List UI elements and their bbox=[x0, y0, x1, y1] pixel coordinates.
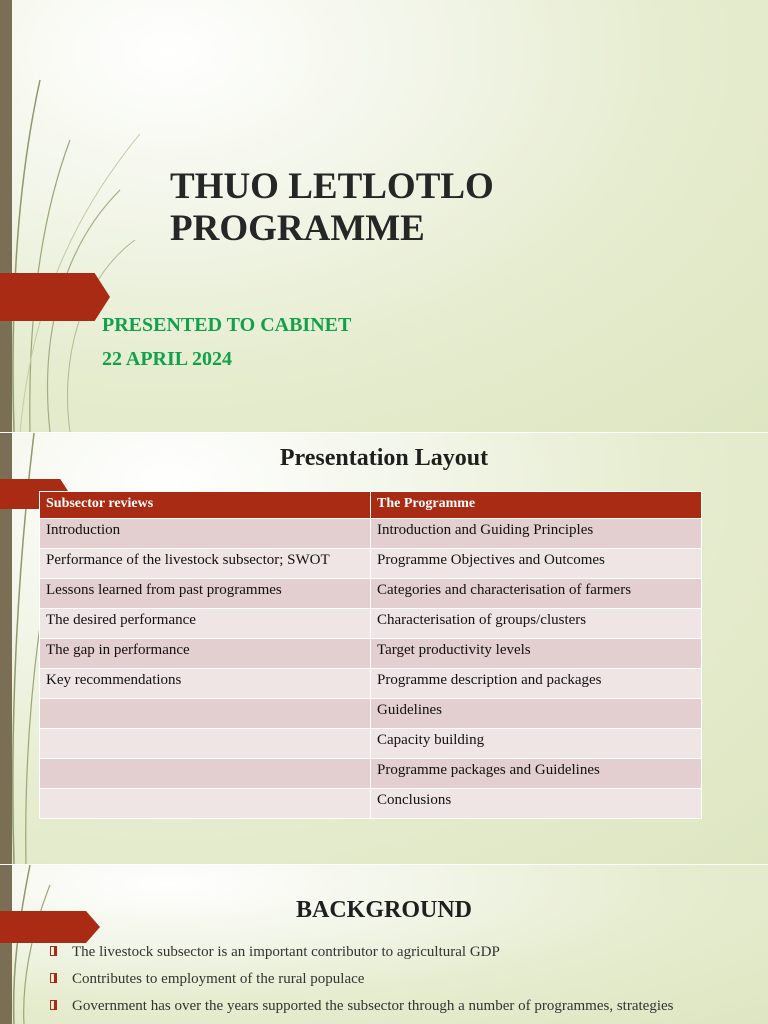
list-item bbox=[48, 997, 738, 1015]
table-cell: The gap in performance bbox=[40, 639, 371, 669]
bullet-text: The livestock subsector is an important contributor to agricultural GDP bbox=[72, 944, 500, 960]
table-row bbox=[40, 759, 702, 789]
slide-heading: BACKGROUND bbox=[295, 897, 472, 923]
table-row bbox=[40, 549, 702, 579]
layout-table bbox=[39, 491, 702, 819]
table-row bbox=[40, 699, 702, 729]
table-cell bbox=[40, 729, 371, 759]
accent-arrow-tab bbox=[0, 273, 110, 321]
table-row bbox=[40, 579, 702, 609]
presentation-date: 22 APRIL 2024 bbox=[102, 348, 233, 370]
table-cell: Programme packages and Guidelines bbox=[371, 759, 702, 789]
bullet-list bbox=[48, 943, 738, 1024]
table-cell: Characterisation of groups/clusters bbox=[371, 609, 702, 639]
table-row bbox=[40, 609, 702, 639]
table-cell: Capacity building bbox=[371, 729, 702, 759]
list-item bbox=[48, 970, 738, 988]
layout-slide bbox=[0, 433, 768, 864]
table-row bbox=[40, 729, 702, 759]
slide-title: THUO LETLOTLO PROGRAMME bbox=[170, 166, 494, 249]
table-row bbox=[40, 669, 702, 699]
table-row bbox=[40, 789, 702, 819]
table-cell: Programme description and packages bbox=[371, 669, 702, 699]
table-cell bbox=[40, 789, 371, 819]
table-cell: Introduction bbox=[40, 519, 371, 549]
slide-side-bar bbox=[0, 865, 12, 1024]
table-cell: Key recommendations bbox=[40, 669, 371, 699]
table-row bbox=[40, 639, 702, 669]
table-cell: Guidelines bbox=[371, 699, 702, 729]
table-cell: Introduction and Guiding Principles bbox=[371, 519, 702, 549]
table-header-cell: The Programme bbox=[371, 492, 702, 519]
bullet-icon bbox=[50, 973, 57, 983]
slide-heading: Presentation Layout bbox=[279, 445, 489, 471]
bullet-icon bbox=[50, 1000, 57, 1010]
list-item bbox=[48, 943, 738, 961]
bullet-text: Contributes to employment of the rural populace bbox=[72, 971, 365, 987]
table-cell: Performance of the livestock subsector; SWOT bbox=[40, 549, 371, 579]
table-cell: The desired performance bbox=[40, 609, 371, 639]
title-slide bbox=[0, 0, 768, 432]
presented-to-text: PRESENTED TO CABINET bbox=[102, 314, 352, 336]
table-header-row bbox=[40, 492, 702, 519]
slide-side-bar bbox=[0, 0, 12, 432]
table-row bbox=[40, 519, 702, 549]
table-cell: Categories and characterisation of farmers bbox=[371, 579, 702, 609]
table-cell bbox=[40, 699, 371, 729]
table-cell: Lessons learned from past programmes bbox=[40, 579, 371, 609]
table-cell: Conclusions bbox=[371, 789, 702, 819]
table-cell: Programme Objectives and Outcomes bbox=[371, 549, 702, 579]
table-cell bbox=[40, 759, 371, 789]
bullet-text: Government has over the years supported the subsector through a number of programmes, strategies bbox=[72, 998, 674, 1014]
table-cell: Target productivity levels bbox=[371, 639, 702, 669]
table-header-cell: Subsector reviews bbox=[40, 492, 371, 519]
background-slide bbox=[0, 865, 768, 1024]
bullet-icon bbox=[50, 946, 57, 956]
